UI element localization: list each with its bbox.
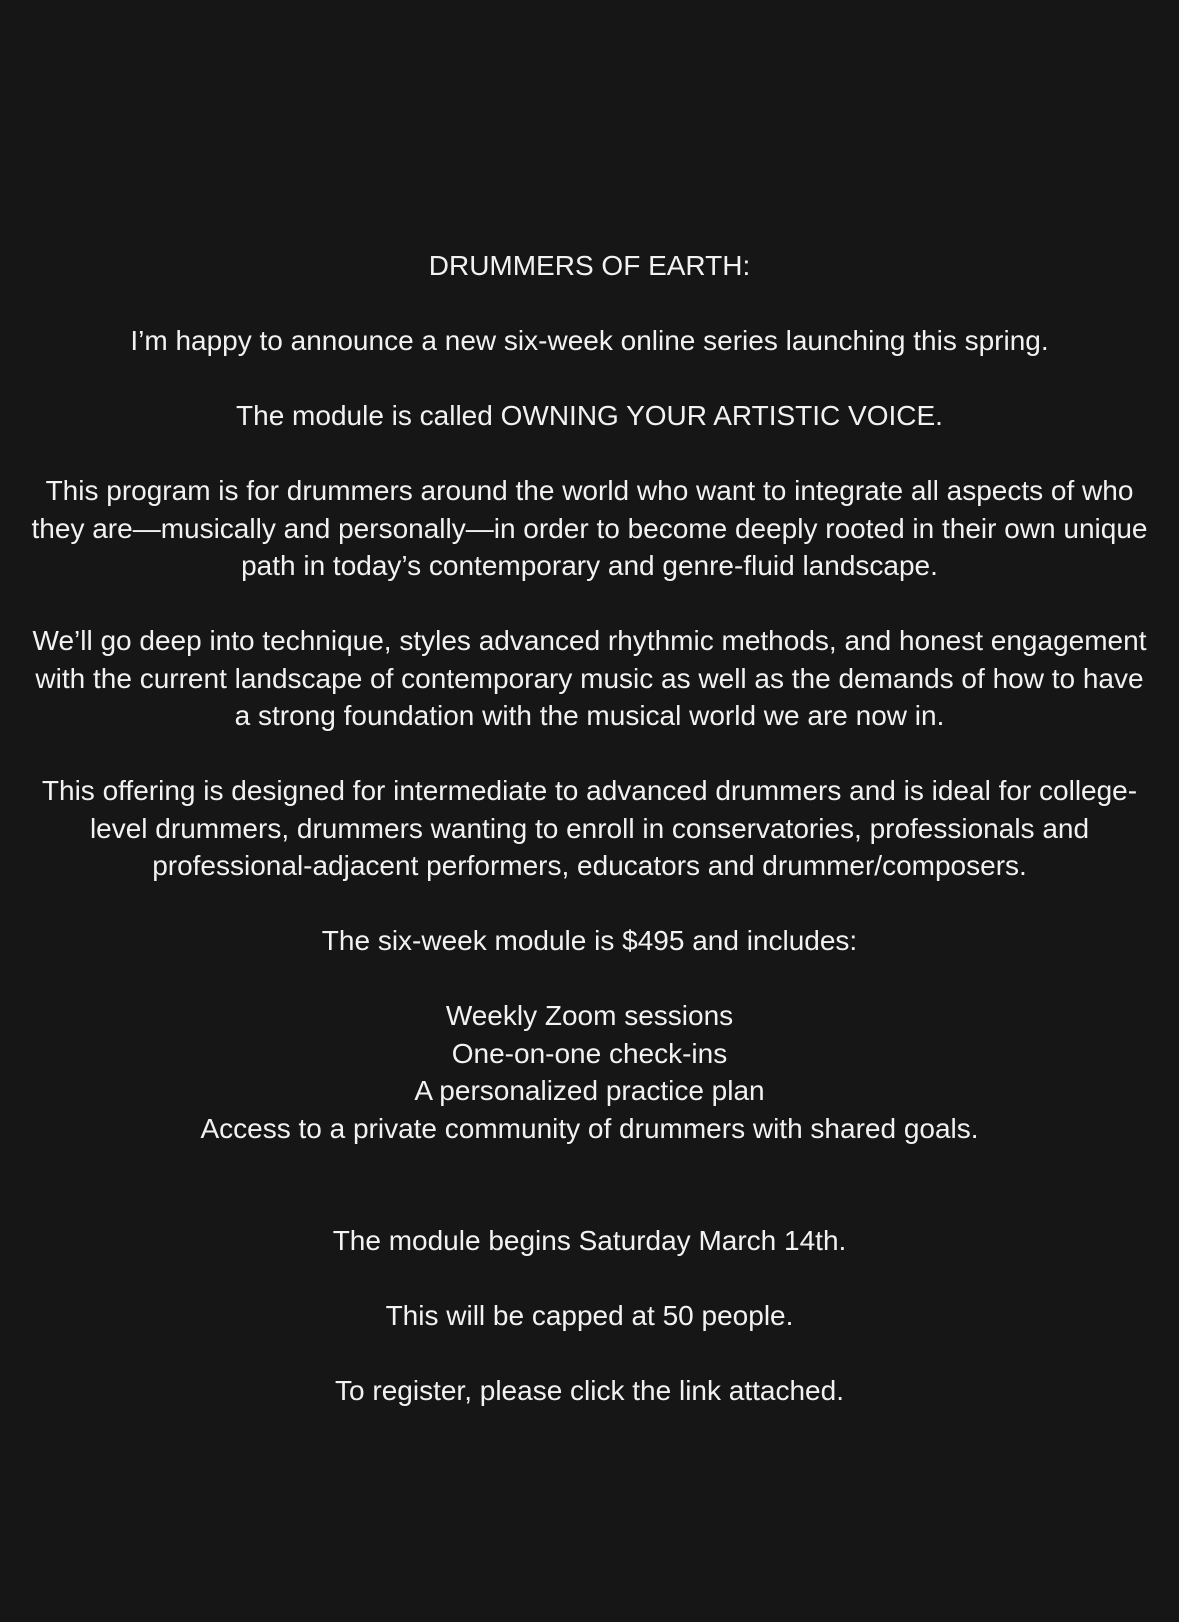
list-item: Access to a private community of drummers with shared goals.: [200, 1112, 979, 1144]
program-paragraph: This program is for drummers around the world who want to integrate all aspects of who they are—musically and personally—in order to become deeply rooted in their own unique path in today’s contemporary and genre-fluid landscape.: [31, 475, 1148, 581]
start-date-paragraph: The module begins Saturday March 14th.: [332, 1225, 847, 1256]
module-name-paragraph: The module is called OWNING YOUR ARTISTIC VOICE.: [236, 400, 943, 431]
content-paragraph: We’ll go deep into technique, styles advanced rhythmic methods, and honest engagement with the current landscape of contemporary music as well as the demands of how to have a strong foundation with the musical world we are now in.: [32, 625, 1147, 731]
list-item: One-on-one check-ins: [451, 1037, 728, 1069]
announcement-text: [0, 247, 1179, 1410]
audience-paragraph: This offering is designed for intermediate to advanced drummers and is ideal for college-level drummers, drummers wanting to enroll in conservatories, professionals and professional-adjacent performers, educators and drummer/composers.: [41, 775, 1138, 881]
includes-list: [28, 997, 1151, 1147]
register-paragraph: To register, please click the link attached.: [335, 1375, 844, 1406]
list-item: Weekly Zoom sessions: [445, 1000, 734, 1031]
intro-paragraph: I’m happy to announce a new six-week online series launching this spring.: [130, 325, 1049, 356]
price-paragraph: The six-week module is $495 and includes:: [321, 925, 858, 956]
capacity-paragraph: This will be capped at 50 people.: [385, 1300, 794, 1331]
heading: DRUMMERS OF EARTH:: [428, 250, 751, 281]
list-item: A personalized practice plan: [414, 1075, 765, 1106]
